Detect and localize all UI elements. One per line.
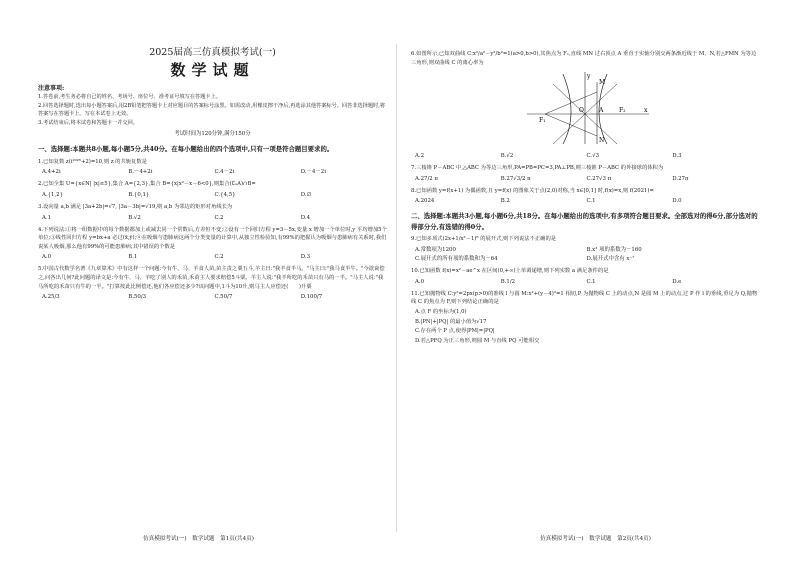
option: D.展开式中含有 x⁻⁷ xyxy=(586,255,635,262)
option: B.√2 xyxy=(500,153,514,160)
option: A.{1,2} xyxy=(42,192,64,199)
options-row xyxy=(415,175,758,184)
option: A.常数项为1200 xyxy=(415,246,456,253)
option: D.若△PFQ 为正三角形,则圆 M 与直线 PQ 可能相交 xyxy=(415,338,540,345)
option: B.2 xyxy=(500,198,510,205)
label-x: x xyxy=(644,107,648,115)
label-y: y xyxy=(587,73,591,81)
label-f1: F₁ xyxy=(539,117,546,125)
notice-item: 1.答卷前,考生务必将自己的姓名、考场号、座位号、准考证号填写在答题卡上。 xyxy=(38,94,221,100)
option: A.2024 xyxy=(415,198,435,205)
option: B.－4+2i xyxy=(128,169,153,176)
options-row xyxy=(42,293,387,302)
label-n: N xyxy=(599,137,605,145)
option: C.展开式的所有项的系数和为－64 xyxy=(415,255,498,262)
question-stem: 11.已知抛物线 C:y²=2px(p>0)的准线 l 与圆 M:x²+(y－4)²=1 相切,P 为抛物线 C 上的动点,N 是圆 M 上的动点,过 P 作 l 的垂线,垂足为 Q,抛物线 C 的焦点为 F,则下列结论正确的是 xyxy=(411,290,758,306)
option: B.√2 xyxy=(128,214,141,221)
page-footer: 仿真模拟考试(一) 数学试题 第1页(共4页) xyxy=(143,536,254,542)
option: C.1 xyxy=(586,198,596,205)
option: D.3 xyxy=(672,153,682,160)
option: A.0 xyxy=(415,278,425,285)
label-f2: F₂ xyxy=(619,107,626,115)
option: A.4+2i xyxy=(42,169,61,176)
question-stem: 7.三棱锥 P－ABC 中,△ABC 为等边三角形,PA=PB=PC=3,PA⊥PB,则三棱锥 P－ABC 的外接球的体积为 xyxy=(411,165,664,172)
time-info: 考试时间为120分钟,满分150分 xyxy=(174,131,251,138)
options-row xyxy=(42,191,387,200)
option: C.1 xyxy=(586,278,596,285)
option: C.27√3 π xyxy=(586,175,612,182)
option: B.x³ 项的系数为－160 xyxy=(586,246,642,253)
question-stem: 2.已知全集 U={x∈N| |x|≤5},集合 A={2,3},集合 B={x|x²－x－6<0},则集合(∁ᵤA)∩B= xyxy=(38,181,256,188)
question-stem: 1.已知复数 z(i²⁰²⁵+2)=10,则 z 的共轭复数是 xyxy=(38,158,147,165)
notice-title: 注意事项: xyxy=(38,85,65,92)
option: C.存在两个 P 点,使得|PM|=|PQ| xyxy=(415,328,495,335)
options-row xyxy=(42,253,387,262)
option: D.e xyxy=(672,278,682,285)
option: C.{4,5} xyxy=(214,192,236,199)
options-grid xyxy=(415,246,758,264)
section-heading: 二、选择题:本题共3小题,每小题6分,共18分。在每小题给出的选项中,有多项符合题目要求。全部选对的得6分,部分选对的得部分分,有选错的得0分。 xyxy=(411,212,758,231)
option: C.50/7 xyxy=(214,294,233,301)
option: A.25/3 xyxy=(42,294,60,301)
option: C.4－2i xyxy=(214,169,235,176)
label-a: A xyxy=(599,107,604,115)
notice-item: 2.回答选择题时,选出每小题答案后,用2B铅笔把答题卡上对应题目的答案标号涂黑。如需改动,用橡皮擦干净后,再选涂其他答案标号。回答非选择题时,将答案写在答题卡上。写在本试卷上无效。 xyxy=(38,102,386,118)
option: B.|PN|+|PQ| 的最小值为√17 xyxy=(415,318,487,325)
option: A.0 xyxy=(42,254,52,261)
option: D.27π xyxy=(672,175,689,182)
option: A.2 xyxy=(415,153,425,160)
page-right xyxy=(397,0,794,562)
options-row xyxy=(415,278,758,287)
option: D.100/7 xyxy=(300,294,323,301)
question-stem: 6.如图所示,已知双曲线 C:x²/a²－y²/b²=1(a>0,b>0),其焦点为 F₁,直线 MN 过右顶点 A 垂直于实轴分别交两条渐近线于 M、N,若△FMN 为等边三角形,则双曲线 C 的离心率为 xyxy=(411,51,757,66)
question-stem: 5.中国古代数学名著《九章算术》中有这样一个问题:今有牛、马、羊食人苗,苗主责之粟五斗,羊主曰:"我羊食半马。"马主曰:"我马食半牛。"今欲衰偿之,问各出几何?此问题的译文是:今有牛、马、羊吃了别人的禾苗,禾苗主人要求赔偿5斗粟。羊主人说:"我羊所吃的禾苗只有马的一半。"马主人说:"我马所吃的禾苗只有牛的一半。"打算按此比例偿还,他们各应偿还多少?该问题中,1斗为10升,则马主人应偿还( )升粟 xyxy=(38,266,385,290)
subject-title: 数学试题 xyxy=(170,61,255,79)
option: C.√3 xyxy=(586,153,600,160)
option: B.1/2 xyxy=(500,278,516,285)
option: A.27/2 π xyxy=(415,175,438,182)
option: D.3 xyxy=(300,254,311,261)
hyperbola-figure xyxy=(523,70,758,150)
hyperbola-diagram xyxy=(523,70,653,146)
option: D.－4－2i xyxy=(300,169,326,176)
page-footer: 仿真模拟考试(一) 数学试题 第2页(共4页) xyxy=(540,536,651,542)
options-row xyxy=(42,168,387,177)
label-m: M xyxy=(599,79,606,87)
option: B.{0,1} xyxy=(128,192,150,199)
exam-title: 2025届高三仿真模拟考试(一) xyxy=(149,47,276,58)
question-stem: 10.已知函数 f(x)=x²－ae^x 在区间(0,+∞)上单调递增,则下列实数 a 满足条件的是 xyxy=(411,267,609,274)
label-o: O xyxy=(579,107,584,115)
section-heading: 一、选择题:本题共8小题,每小题5分,共40分。在每小题给出的四个选项中,只有一项是符合题目要求的。 xyxy=(38,145,334,154)
options-row xyxy=(415,197,758,206)
question-stem: 4.下列说法:①将一组数据中的每个数据都加上或减去同一个常数后,方差恒不变;②设有一个回归方程 y=3－5x,变量 x 增加一个单位时,y 平均增加5个单位;③线性回归方程 y=bx+a 必过(x̄,ȳ);④在吸烟与患肺病这两个分类变量的计算中,从独立性检验知,有99%的把握认为吸烟与患肺病有关系时,我们说某人吸烟,那么他有99%的可能患肺病;其中错误的个数是 xyxy=(38,226,387,250)
question-stem: 3.设向量 a,b 满足 |3a+2b|=√7, |3a－3b|=√19,则 a,b 为邻边的矩形对角线长为 xyxy=(38,204,233,211)
question-stem: 9.已知多项式(2x+1/x²－1)⁶ 的展开式,则下列说法不正确的是 xyxy=(411,236,557,243)
option: D.4 xyxy=(300,214,311,221)
question-stem: 8.已知函数 y=f(x+1) 为偶函数,且 y=f(x) 的图象关于点(2,0)对称,当 x∈[0,1] 时,f(x)=x,则 f(2021)= xyxy=(411,187,654,194)
option: A.1 xyxy=(42,214,52,221)
option: D.0 xyxy=(672,198,682,205)
option: D.∅ xyxy=(300,192,312,199)
notice-item: 3.考试结束后,将本试卷和答题卡一并交回。 xyxy=(38,119,138,126)
option: A.点 F 的坐标为(1,0) xyxy=(415,308,467,315)
option: C.2 xyxy=(214,214,224,221)
options-row xyxy=(42,214,387,223)
option: B.1 xyxy=(128,254,138,261)
option: B.50/3 xyxy=(128,294,147,301)
options-row xyxy=(415,152,758,161)
option: C.2 xyxy=(214,254,224,261)
option: B.27√3/2 π xyxy=(500,175,531,182)
